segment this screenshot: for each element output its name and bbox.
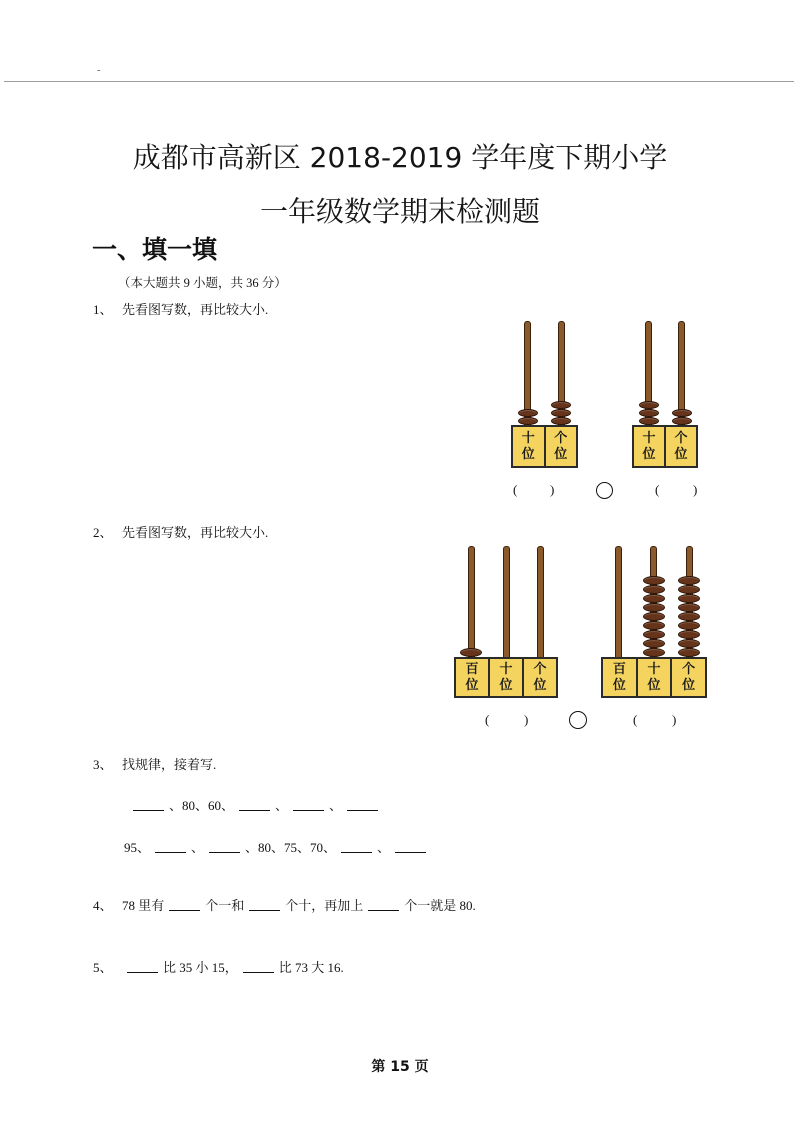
abacus-bead [639,401,659,409]
ones-place-label [672,659,705,696]
abacus-left [511,321,578,468]
abacus-right [632,321,698,468]
abacus-bead [678,594,700,603]
abacus-left [454,546,558,698]
answer-blank [395,840,426,853]
abacus-rods [454,546,558,657]
rod-stick [468,546,475,657]
question-text: 个一就是 80. [404,898,476,913]
question-2 [93,524,268,542]
place-char: 个 [674,430,688,446]
answer-blank [209,840,240,853]
abacus-bead [643,585,665,594]
question-5 [93,959,344,977]
place-char: 个 [533,661,547,677]
place-value-box [601,657,707,698]
abacus-bead [678,630,700,639]
abacus-bead [551,401,571,409]
place-value-box [632,425,698,468]
answer-blank [347,798,378,811]
abacus-bead [518,409,538,417]
hundreds-rod [454,546,489,657]
exam-title-line-2: 一年级数学期末检测题 [259,195,540,228]
answer-right-close-paren: ) [693,482,698,497]
header-rule [4,81,794,82]
sequence-text: 、80、75、70、 [245,840,337,855]
bead-stack [518,409,538,425]
answer-blank [243,960,274,973]
section-heading: 一、填一填 [92,235,218,264]
compare-circle [596,482,613,499]
abacus-bead [672,417,692,425]
ones-place-label [546,427,577,466]
place-char: 位 [674,446,688,462]
answer-blank [133,798,164,811]
rod-stick [615,546,622,657]
bead-stack [639,401,659,425]
question-number: 1、 [93,302,113,317]
abacus-bead [678,621,700,630]
hundreds-place-label [456,659,490,696]
ones-place-label [524,659,556,696]
answer-blank [127,960,158,973]
place-char: 位 [682,677,696,693]
exam-title-line-1: 成都市高新区 2018-2019 学年度下期小学 [132,141,668,174]
answer-left-open-paren: ( [485,712,490,727]
hundreds-place-label [603,659,638,696]
abacus-bead [672,409,692,417]
abacus-bead [639,409,659,417]
question-number: 2、 [93,525,113,540]
place-char: 十 [647,661,661,677]
abacus-bead [643,594,665,603]
place-char: 位 [533,677,547,693]
rod-stick [537,546,544,657]
place-char: 十 [521,430,535,446]
sequence-text: 、 [329,798,343,813]
abacus-bead [643,612,665,621]
question-prompt: 找规律，接着写. [122,757,217,772]
answer-blank [239,798,270,811]
abacus-bead [678,576,700,585]
abacus-rods [601,546,707,657]
question-3 [93,756,216,774]
place-char: 位 [642,446,656,462]
bead-stack [551,401,571,425]
place-char: 个 [682,661,696,677]
tens-rod [489,546,524,657]
abacus-bead [460,648,482,657]
tens-rod [511,321,545,425]
place-char: 位 [554,446,568,462]
answer-left-close-paren: ) [550,482,555,497]
place-char: 位 [647,677,661,693]
question-text: 比 73 大 16. [278,960,344,975]
place-value-box [511,425,578,468]
abacus-bead [678,612,700,621]
question-text: 比 35 小 15， [163,960,238,975]
tens-rod [632,321,665,425]
abacus-right [601,546,707,698]
tens-place-label [634,427,666,466]
abacus-bead [678,648,700,657]
compare-circle [569,711,587,729]
answer-blank [293,798,324,811]
answer-left-close-paren: ) [524,712,529,727]
sequence-text: 、 [191,840,205,855]
tens-place-label [513,427,546,466]
abacus-bead [551,417,571,425]
abacus-bead [643,639,665,648]
place-char: 位 [612,677,626,693]
abacus-bead [678,585,700,594]
abacus-bead [643,648,665,657]
place-char: 十 [642,430,656,446]
answer-blank [341,840,372,853]
tens-place-label [490,659,524,696]
sequence-row-1 [128,797,383,815]
sequence-text: 、 [275,798,289,813]
question-prompt: 先看图写数，再比较大小. [122,525,269,540]
sequence-text: 95、 [124,840,151,855]
question-number: 5、 [93,960,113,975]
rod-stick [503,546,510,657]
answer-blank [368,898,399,911]
bead-stack [643,576,665,657]
bead-stack [460,648,482,657]
answer-left-open-paren: ( [513,482,518,497]
answer-blank [169,898,200,911]
abacus-rods [632,321,698,425]
abacus-bead [678,603,700,612]
answer-right-close-paren: ) [672,712,677,727]
question-number: 3、 [93,757,113,772]
section-note: （本大题共 9 小题，共 36 分） [118,276,287,290]
question-number: 4、 [93,898,113,913]
answer-blank [155,840,186,853]
sequence-text: 、80、60、 [169,798,235,813]
abacus-bead [639,417,659,425]
page-number: 第 15 页 [371,1059,429,1075]
question-text: 78 里有 [122,898,165,913]
abacus-bead [643,603,665,612]
answer-right-open-paren: ( [655,482,660,497]
place-char: 位 [499,677,513,693]
header-mark: - [97,65,101,76]
sequence-text: 、 [377,840,391,855]
question-prompt: 先看图写数，再比较大小. [122,302,269,317]
sequence-row-2 [124,839,431,857]
bead-stack [672,409,692,425]
abacus-bead [551,409,571,417]
place-char: 个 [554,430,568,446]
abacus-bead [643,621,665,630]
ones-rod [523,546,558,657]
ones-rod [672,546,707,657]
question-4 [93,897,476,915]
answer-right-open-paren: ( [633,712,638,727]
abacus-bead [643,576,665,585]
tens-place-label [638,659,673,696]
place-char: 位 [465,677,479,693]
question-1 [93,301,268,319]
answer-blank [249,898,280,911]
place-value-box [454,657,558,698]
ones-rod [545,321,579,425]
tens-rod [636,546,671,657]
bead-stack [678,576,700,657]
abacus-rods [511,321,578,425]
place-char: 百 [465,661,479,677]
ones-rod [665,321,698,425]
ones-place-label [666,427,696,466]
place-char: 位 [521,446,535,462]
place-char: 百 [612,661,626,677]
question-text: 个一和 [205,898,245,913]
abacus-bead [678,639,700,648]
hundreds-rod [601,546,636,657]
abacus-bead [643,630,665,639]
place-char: 十 [499,661,513,677]
abacus-bead [518,417,538,425]
question-text: 个十，再加上 [285,898,364,913]
